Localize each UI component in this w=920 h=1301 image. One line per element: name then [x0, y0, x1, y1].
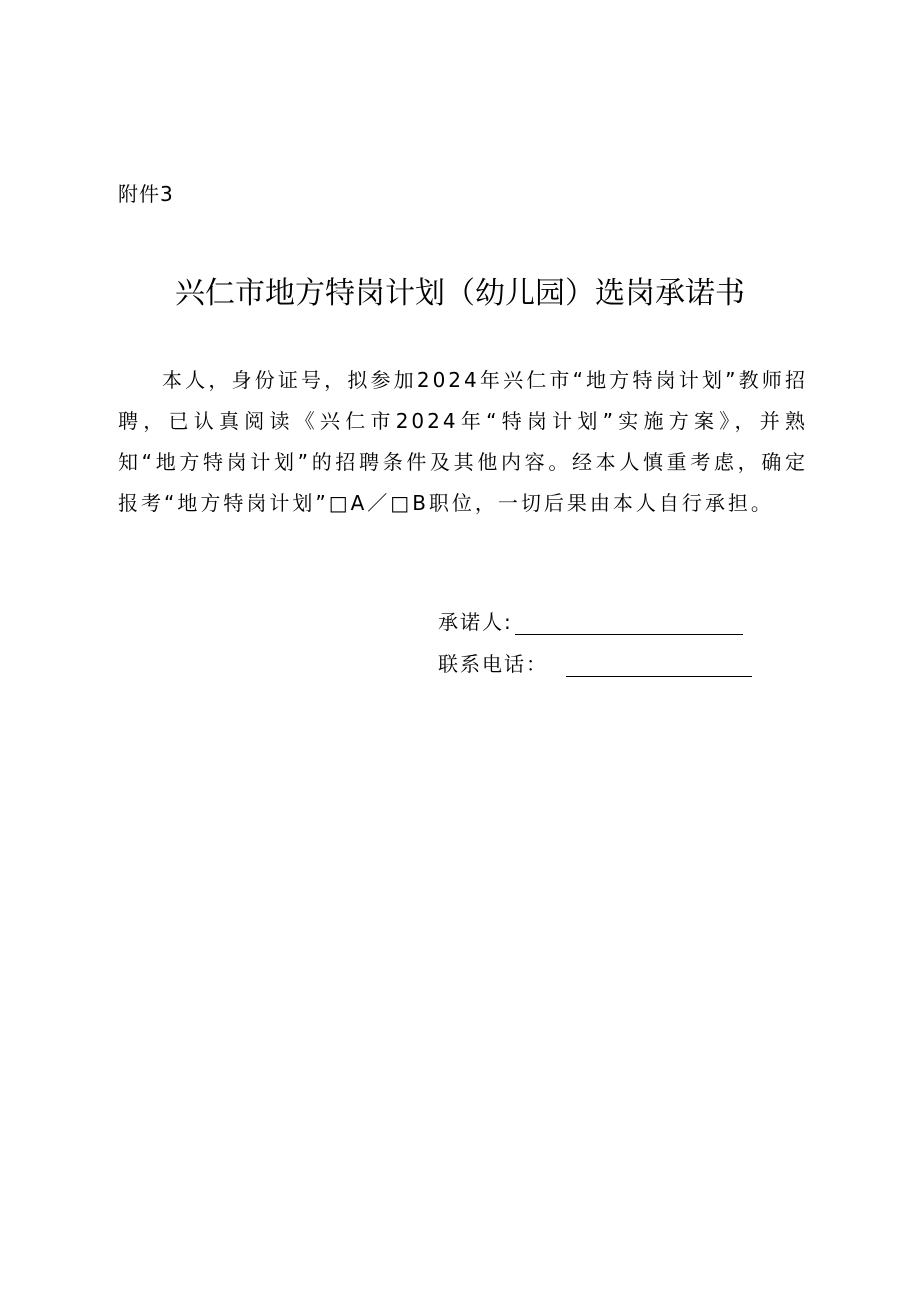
- phone-entry-line[interactable]: [566, 652, 752, 677]
- promisor-row: [438, 606, 743, 635]
- phone-row: [438, 648, 752, 677]
- phone-label: 联系电话：: [438, 652, 548, 676]
- document-title: 兴仁市地方特岗计划（幼儿园）选岗承诺书: [175, 276, 745, 311]
- promisor-label: 承诺人:: [438, 610, 513, 634]
- commitment-body: 本人，身份证号，拟参加2024年兴仁市“地方特岗计划”教师招聘，已认真阅读《兴仁市2024年“特岗计划”实施方案》，并熟知“地方特岗计划”的招聘条件及其他内容。经本人慎重考虑，确定报考“地方特岗计划”□A／□B职位，一切后果由本人自行承担。: [118, 368, 808, 515]
- attachment-label: 附件3: [118, 182, 174, 206]
- promisor-signature-line[interactable]: [515, 610, 743, 635]
